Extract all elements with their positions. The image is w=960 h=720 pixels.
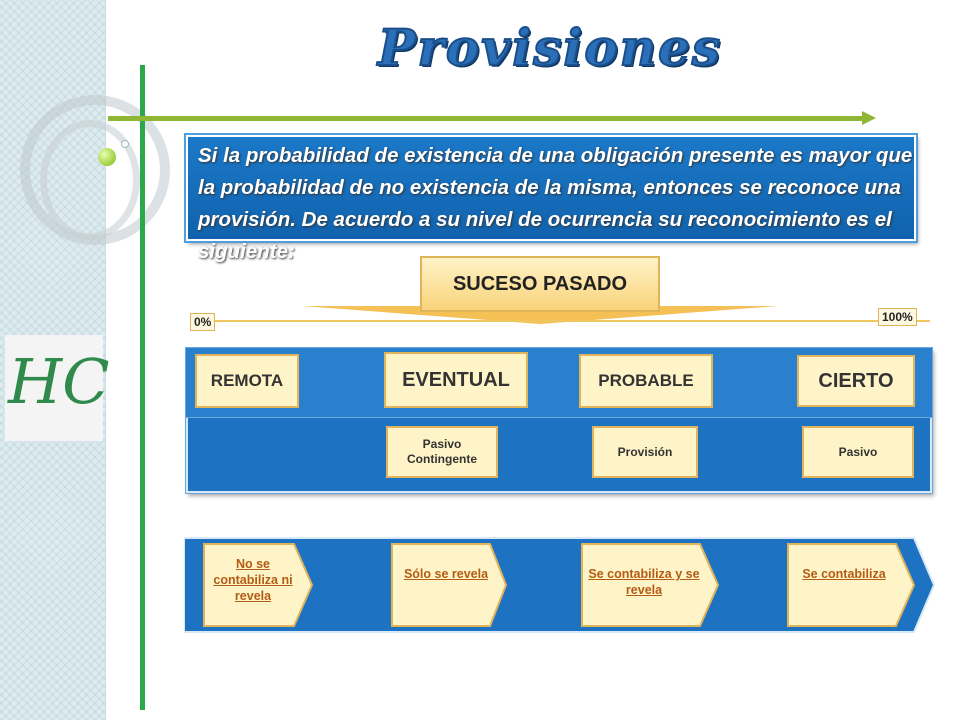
- decorative-ring: [40, 120, 140, 240]
- slide-title: Provisiones: [377, 18, 723, 77]
- outcome-provision: Provisión: [592, 426, 698, 478]
- outcome-pasivo-contingente: Pasivo Contingente: [386, 426, 498, 478]
- level-cierto: CIERTO: [797, 355, 915, 407]
- treatment-no-contabiliza: No se contabiliza ni revela: [213, 557, 293, 603]
- green-bullet-icon: [98, 148, 116, 166]
- treatment-chevron: [788, 544, 914, 626]
- green-vertical-rule: [140, 65, 145, 710]
- probability-scale: [190, 320, 930, 322]
- logo: HC: [8, 345, 110, 418]
- treatment-contabiliza: Se contabiliza: [802, 567, 886, 581]
- level-probable: PROBABLE: [579, 354, 713, 408]
- scale-max-label: 100%: [878, 308, 917, 326]
- arrow-head-icon: [862, 111, 876, 125]
- scale-min-label: 0%: [190, 313, 215, 331]
- intro-text: Si la probabilidad de existencia de una obligación presente es mayor que la probabilidad de no existencia de la misma, entonces se reconoce una provisión. De acuerdo a su nivel de ocurrencia su reconocimiento es el siguiente:: [198, 144, 913, 263]
- level-eventual: EVENTUAL: [384, 352, 528, 408]
- level-remota: REMOTA: [195, 354, 299, 408]
- green-horizontal-rule: [108, 116, 868, 121]
- outcome-pasivo: Pasivo: [802, 426, 914, 478]
- treatment-chevron: [392, 544, 506, 626]
- small-circle-icon: [121, 140, 129, 148]
- treatment-solo-revela: Sólo se revela: [403, 567, 489, 581]
- treatment-contabiliza-revela: Se contabiliza y se revela: [588, 567, 700, 597]
- suceso-pasado-box: SUCESO PASADO: [420, 256, 660, 312]
